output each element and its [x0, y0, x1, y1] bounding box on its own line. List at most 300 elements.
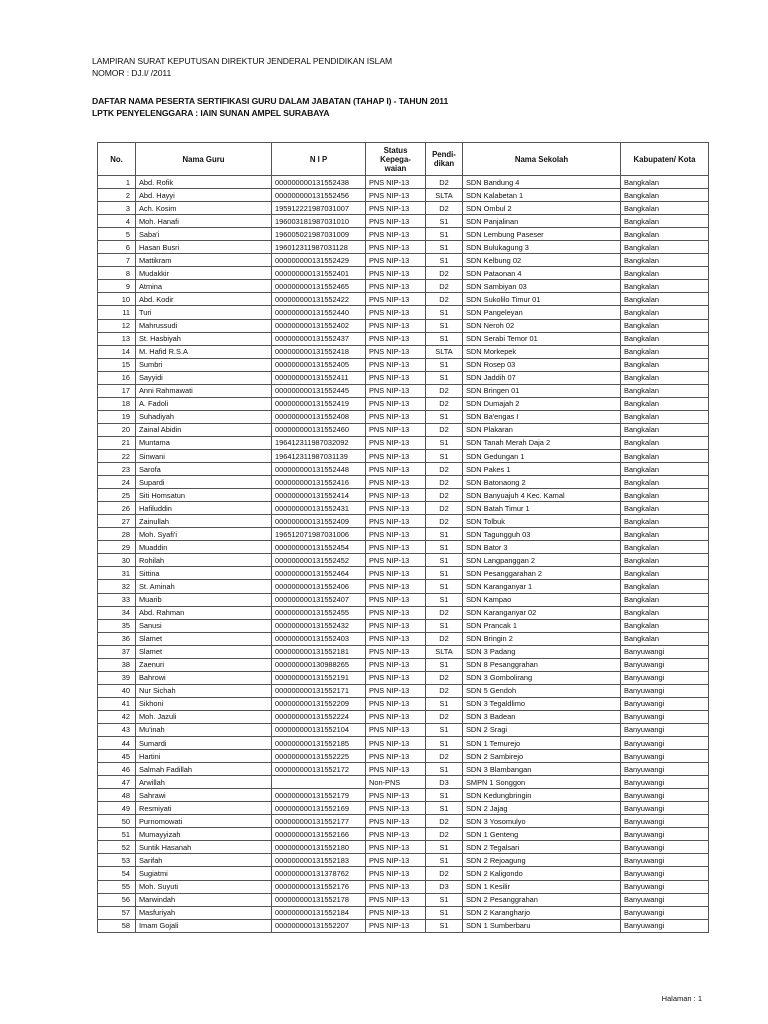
table-row: [98, 463, 709, 476]
employment-status: PNS NIP-13: [366, 750, 426, 763]
table-row: [98, 254, 709, 267]
row-no: 44: [98, 737, 136, 750]
nip: 000000000131552455: [272, 606, 366, 619]
employment-status: PNS NIP-13: [366, 358, 426, 371]
education-level: D2: [426, 684, 463, 697]
teacher-name: Mahrussudi: [136, 319, 272, 332]
school-name: SDN Kampao: [463, 593, 621, 606]
employment-status: PNS NIP-13: [366, 919, 426, 932]
table-row: [98, 319, 709, 332]
school-name: SDN 3 Padang: [463, 645, 621, 658]
table-row: [98, 449, 709, 462]
row-no: 14: [98, 345, 136, 358]
school-name: SDN Sambiyan 03: [463, 280, 621, 293]
school-name: SDN Morkepek: [463, 345, 621, 358]
school-name: SDN Batonaong 2: [463, 476, 621, 489]
teacher-name: Rohilah: [136, 554, 272, 567]
education-level: D2: [426, 828, 463, 841]
education-level: D2: [426, 815, 463, 828]
employment-status: PNS NIP-13: [366, 280, 426, 293]
school-name: SDN Rosep 03: [463, 358, 621, 371]
table-row: [98, 776, 709, 789]
education-level: S1: [426, 893, 463, 906]
employment-status: PNS NIP-13: [366, 254, 426, 267]
school-name: SDN Pataonan 4: [463, 267, 621, 280]
table-row: [98, 528, 709, 541]
row-no: 50: [98, 815, 136, 828]
regency: Banyuwangi: [621, 802, 709, 815]
teacher-name: Imam Gojali: [136, 919, 272, 932]
row-no: 58: [98, 919, 136, 932]
row-no: 9: [98, 280, 136, 293]
employment-status: PNS NIP-13: [366, 854, 426, 867]
table-row: [98, 710, 709, 723]
table-row: [98, 815, 709, 828]
row-no: 39: [98, 671, 136, 684]
nip: 000000000131552437: [272, 332, 366, 345]
teacher-name: A. Fadoli: [136, 397, 272, 410]
row-no: 22: [98, 449, 136, 462]
row-no: 45: [98, 750, 136, 763]
table-row: [98, 671, 709, 684]
employment-status: PNS NIP-13: [366, 893, 426, 906]
col-header-no: No.: [98, 143, 136, 176]
table-row: [98, 684, 709, 697]
nip: [272, 776, 366, 789]
nip: 195912221987031007: [272, 202, 366, 215]
teacher-name: Mumayyizah: [136, 828, 272, 841]
school-name: SDN 3 Badean: [463, 710, 621, 723]
nip: 000000000131552409: [272, 515, 366, 528]
nip: 196012311987031128: [272, 241, 366, 254]
row-no: 41: [98, 697, 136, 710]
table-row: [98, 723, 709, 736]
table-row: [98, 593, 709, 606]
nip: 196412311987031139: [272, 449, 366, 462]
school-name: SDN Neroh 02: [463, 319, 621, 332]
regency: Banyuwangi: [621, 867, 709, 880]
teacher-name: Sikhoni: [136, 697, 272, 710]
table-row: [98, 306, 709, 319]
teacher-name: Sinwani: [136, 449, 272, 462]
row-no: 56: [98, 893, 136, 906]
nip: 000000000131552460: [272, 423, 366, 436]
teacher-name: Resmiyati: [136, 802, 272, 815]
table-row: [98, 215, 709, 228]
regency: Bangkalan: [621, 567, 709, 580]
education-level: S1: [426, 737, 463, 750]
row-no: 25: [98, 489, 136, 502]
regency: Bangkalan: [621, 306, 709, 319]
school-name: SDN Banyuajuh 4 Kec. Kamal: [463, 489, 621, 502]
row-no: 27: [98, 515, 136, 528]
regency: Banyuwangi: [621, 789, 709, 802]
education-level: S1: [426, 554, 463, 567]
employment-status: PNS NIP-13: [366, 541, 426, 554]
employment-status: PNS NIP-13: [366, 397, 426, 410]
education-level: SLTA: [426, 189, 463, 202]
row-no: 6: [98, 241, 136, 254]
teacher-name: Suhadiyah: [136, 410, 272, 423]
employment-status: PNS NIP-13: [366, 697, 426, 710]
school-name: SDN 2 Rejoagung: [463, 854, 621, 867]
regency: Bangkalan: [621, 254, 709, 267]
employment-status: PNS NIP-13: [366, 345, 426, 358]
table-row: [98, 410, 709, 423]
education-level: S1: [426, 319, 463, 332]
school-name: SDN Prancak 1: [463, 619, 621, 632]
education-level: D3: [426, 880, 463, 893]
table-row: [98, 919, 709, 932]
education-level: D2: [426, 476, 463, 489]
teacher-name: Sarifah: [136, 854, 272, 867]
school-name: SDN 3 Tegaldlimo: [463, 697, 621, 710]
nip: 000000000131552224: [272, 710, 366, 723]
regency: Bangkalan: [621, 228, 709, 241]
school-name: SDN Langpanggan 2: [463, 554, 621, 567]
employment-status: PNS NIP-13: [366, 632, 426, 645]
table-row: [98, 176, 709, 189]
row-no: 11: [98, 306, 136, 319]
employment-status: Non-PNS: [366, 776, 426, 789]
education-level: S1: [426, 528, 463, 541]
school-name: SDN Plakaran: [463, 423, 621, 436]
education-level: S1: [426, 358, 463, 371]
teacher-name: Zainullah: [136, 515, 272, 528]
teacher-name: Hasan Busri: [136, 241, 272, 254]
employment-status: PNS NIP-13: [366, 384, 426, 397]
nip: 000000000130988265: [272, 658, 366, 671]
education-level: D2: [426, 710, 463, 723]
regency: Bangkalan: [621, 241, 709, 254]
education-level: S1: [426, 854, 463, 867]
table-row: [98, 332, 709, 345]
nip: 000000000131378762: [272, 867, 366, 880]
school-name: SDN Bulukagung 3: [463, 241, 621, 254]
regency: Bangkalan: [621, 436, 709, 449]
education-level: S1: [426, 802, 463, 815]
employment-status: PNS NIP-13: [366, 580, 426, 593]
teacher-name: Sahrawi: [136, 789, 272, 802]
table-row: [98, 567, 709, 580]
table-row: [98, 280, 709, 293]
teacher-name: Anni Rahmawati: [136, 384, 272, 397]
education-level: S1: [426, 215, 463, 228]
employment-status: PNS NIP-13: [366, 671, 426, 684]
row-no: 57: [98, 906, 136, 919]
regency: Bangkalan: [621, 476, 709, 489]
row-no: 32: [98, 580, 136, 593]
nip: 000000000131552416: [272, 476, 366, 489]
teacher-name: Slamet: [136, 632, 272, 645]
school-name: SDN 8 Pesanggrahan: [463, 658, 621, 671]
row-no: 40: [98, 684, 136, 697]
nip: 000000000131552402: [272, 319, 366, 332]
teacher-name: Siti Homsatun: [136, 489, 272, 502]
education-level: S1: [426, 541, 463, 554]
education-level: D2: [426, 502, 463, 515]
teacher-name: Sanusi: [136, 619, 272, 632]
employment-status: PNS NIP-13: [366, 423, 426, 436]
school-name: SDN Jaddih 07: [463, 371, 621, 384]
teacher-name: Muntama: [136, 436, 272, 449]
school-name: SDN Lembung Paseser: [463, 228, 621, 241]
regency: Banyuwangi: [621, 906, 709, 919]
regency: Banyuwangi: [621, 815, 709, 828]
employment-status: PNS NIP-13: [366, 202, 426, 215]
table-row: [98, 241, 709, 254]
regency: Banyuwangi: [621, 710, 709, 723]
table-row: [98, 906, 709, 919]
school-name: SDN Kedungbringin: [463, 789, 621, 802]
school-name: SDN Ba'engas I: [463, 410, 621, 423]
education-level: D2: [426, 671, 463, 684]
education-level: S1: [426, 567, 463, 580]
regency: Bangkalan: [621, 319, 709, 332]
row-no: 15: [98, 358, 136, 371]
teacher-name: Slamet: [136, 645, 272, 658]
col-header-nama-guru: Nama Guru: [136, 143, 272, 176]
regency: Bangkalan: [621, 619, 709, 632]
nip: 196512071987031006: [272, 528, 366, 541]
table-row: [98, 802, 709, 815]
nip: 000000000131552429: [272, 254, 366, 267]
teacher-name: Moh. Syafi'i: [136, 528, 272, 541]
regency: Bangkalan: [621, 215, 709, 228]
row-no: 54: [98, 867, 136, 880]
employment-status: PNS NIP-13: [366, 567, 426, 580]
regency: Bangkalan: [621, 358, 709, 371]
table-row: [98, 502, 709, 515]
school-name: SDN 1 Temurejo: [463, 737, 621, 750]
school-name: SDN Serabi Temor 01: [463, 332, 621, 345]
regency: Bangkalan: [621, 384, 709, 397]
employment-status: PNS NIP-13: [366, 176, 426, 189]
employment-status: PNS NIP-13: [366, 371, 426, 384]
teacher-name: Zaenuri: [136, 658, 272, 671]
table-row: [98, 893, 709, 906]
education-level: S1: [426, 580, 463, 593]
regency: Bangkalan: [621, 293, 709, 306]
regency: Bangkalan: [621, 541, 709, 554]
row-no: 52: [98, 841, 136, 854]
teacher-name: Ach. Kosim: [136, 202, 272, 215]
employment-status: PNS NIP-13: [366, 228, 426, 241]
row-no: 18: [98, 397, 136, 410]
school-name: SDN 2 Sragi: [463, 723, 621, 736]
table-row: [98, 397, 709, 410]
school-name: SDN 2 Pesanggrahan: [463, 893, 621, 906]
education-level: S1: [426, 371, 463, 384]
regency: Bangkalan: [621, 593, 709, 606]
employment-status: PNS NIP-13: [366, 867, 426, 880]
row-no: 53: [98, 854, 136, 867]
table-row: [98, 189, 709, 202]
regency: Banyuwangi: [621, 841, 709, 854]
employment-status: PNS NIP-13: [366, 841, 426, 854]
nip: 000000000131552403: [272, 632, 366, 645]
table-row: [98, 867, 709, 880]
school-name: SDN Tagungguh 03: [463, 528, 621, 541]
education-level: D2: [426, 750, 463, 763]
regency: Bangkalan: [621, 397, 709, 410]
regency: Banyuwangi: [621, 658, 709, 671]
row-no: 4: [98, 215, 136, 228]
employment-status: PNS NIP-13: [366, 723, 426, 736]
employment-status: PNS NIP-13: [366, 449, 426, 462]
school-name: SDN 3 Gombolirang: [463, 671, 621, 684]
school-name: SDN Ombul 2: [463, 202, 621, 215]
nip: 196005021987031009: [272, 228, 366, 241]
row-no: 31: [98, 567, 136, 580]
education-level: S1: [426, 593, 463, 606]
teacher-name: Abd. Kodir: [136, 293, 272, 306]
teacher-name: Masfuriyah: [136, 906, 272, 919]
nip: 000000000131552104: [272, 723, 366, 736]
school-name: SDN 5 Gendoh: [463, 684, 621, 697]
education-level: S1: [426, 763, 463, 776]
regency: Bangkalan: [621, 463, 709, 476]
employment-status: PNS NIP-13: [366, 789, 426, 802]
row-no: 51: [98, 828, 136, 841]
row-no: 29: [98, 541, 136, 554]
table-row: [98, 371, 709, 384]
school-name: SDN 2 Jajag: [463, 802, 621, 815]
regency: Banyuwangi: [621, 645, 709, 658]
table-row: [98, 645, 709, 658]
table-row: [98, 476, 709, 489]
table-row: [98, 489, 709, 502]
education-level: D2: [426, 267, 463, 280]
regency: Bangkalan: [621, 371, 709, 384]
regency: Bangkalan: [621, 345, 709, 358]
row-no: 10: [98, 293, 136, 306]
employment-status: PNS NIP-13: [366, 880, 426, 893]
nip: 000000000131552171: [272, 684, 366, 697]
table-row: [98, 697, 709, 710]
row-no: 3: [98, 202, 136, 215]
school-name: SDN Pangeleyan: [463, 306, 621, 319]
row-no: 16: [98, 371, 136, 384]
table-row: [98, 606, 709, 619]
employment-status: PNS NIP-13: [366, 463, 426, 476]
table-row: [98, 828, 709, 841]
table-row: [98, 880, 709, 893]
nip: 000000000131552448: [272, 463, 366, 476]
nip: 000000000131552419: [272, 397, 366, 410]
teacher-name: Sumardi: [136, 737, 272, 750]
nip: 000000000131552440: [272, 306, 366, 319]
table-row: [98, 632, 709, 645]
education-level: D2: [426, 489, 463, 502]
regency: Banyuwangi: [621, 684, 709, 697]
table-row: [98, 554, 709, 567]
education-level: S1: [426, 306, 463, 319]
teacher-name: Muarib: [136, 593, 272, 606]
row-no: 30: [98, 554, 136, 567]
school-name: SDN 3 Blambangan: [463, 763, 621, 776]
nip: 000000000131552209: [272, 697, 366, 710]
teacher-name: Moh. Suyuti: [136, 880, 272, 893]
education-level: SLTA: [426, 345, 463, 358]
employment-status: PNS NIP-13: [366, 502, 426, 515]
employment-status: PNS NIP-13: [366, 489, 426, 502]
row-no: 8: [98, 267, 136, 280]
regency: Bangkalan: [621, 632, 709, 645]
nip: 000000000131552179: [272, 789, 366, 802]
employment-status: PNS NIP-13: [366, 554, 426, 567]
regency: Bangkalan: [621, 189, 709, 202]
teacher-name: Abd. Hayyi: [136, 189, 272, 202]
school-name: SDN Tanah Merah Daja 2: [463, 436, 621, 449]
nip: 000000000131552169: [272, 802, 366, 815]
employment-status: PNS NIP-13: [366, 267, 426, 280]
regency: Banyuwangi: [621, 671, 709, 684]
regency: Bangkalan: [621, 489, 709, 502]
row-no: 24: [98, 476, 136, 489]
employment-status: PNS NIP-13: [366, 828, 426, 841]
regency: Banyuwangi: [621, 763, 709, 776]
table-row: [98, 737, 709, 750]
teacher-name: Bahrowi: [136, 671, 272, 684]
teacher-name: Hafiluddin: [136, 502, 272, 515]
table-row: [98, 384, 709, 397]
teacher-name: Mattikram: [136, 254, 272, 267]
table-row: [98, 423, 709, 436]
table-row: [98, 750, 709, 763]
table-row: [98, 841, 709, 854]
row-no: 2: [98, 189, 136, 202]
nip: 000000000131552177: [272, 815, 366, 828]
education-level: D2: [426, 867, 463, 880]
table-row: [98, 854, 709, 867]
nip: 000000000131552465: [272, 280, 366, 293]
school-name: SDN Tolbuk: [463, 515, 621, 528]
school-name: SDN Karanganyar 1: [463, 580, 621, 593]
teacher-name: Abd. Rofik: [136, 176, 272, 189]
education-level: D2: [426, 606, 463, 619]
col-header-status: Status Kepega- waian: [366, 143, 426, 176]
nip: 000000000131552185: [272, 737, 366, 750]
school-name: SDN Kalabetan 1: [463, 189, 621, 202]
education-level: D2: [426, 202, 463, 215]
school-name: SDN Pesanggarahan 2: [463, 567, 621, 580]
table-row: [98, 541, 709, 554]
row-no: 37: [98, 645, 136, 658]
nip: 000000000131552432: [272, 619, 366, 632]
table-row: [98, 293, 709, 306]
education-level: D2: [426, 423, 463, 436]
employment-status: PNS NIP-13: [366, 515, 426, 528]
school-name: SDN 1 Sumberbaru: [463, 919, 621, 932]
education-level: S1: [426, 789, 463, 802]
page-number: Halaman : 1: [661, 994, 702, 1003]
school-name: SMPN 1 Songgon: [463, 776, 621, 789]
education-level: S1: [426, 254, 463, 267]
school-name: SDN Bringen 01: [463, 384, 621, 397]
regency: Bangkalan: [621, 515, 709, 528]
school-name: SDN Batah Timur 1: [463, 502, 621, 515]
row-no: 55: [98, 880, 136, 893]
nip: 000000000131552452: [272, 554, 366, 567]
regency: Bangkalan: [621, 554, 709, 567]
education-level: S1: [426, 723, 463, 736]
teacher-name: Atmina: [136, 280, 272, 293]
education-level: S1: [426, 906, 463, 919]
employment-status: PNS NIP-13: [366, 619, 426, 632]
employment-status: PNS NIP-13: [366, 528, 426, 541]
teacher-name: Moh. Hanafi: [136, 215, 272, 228]
